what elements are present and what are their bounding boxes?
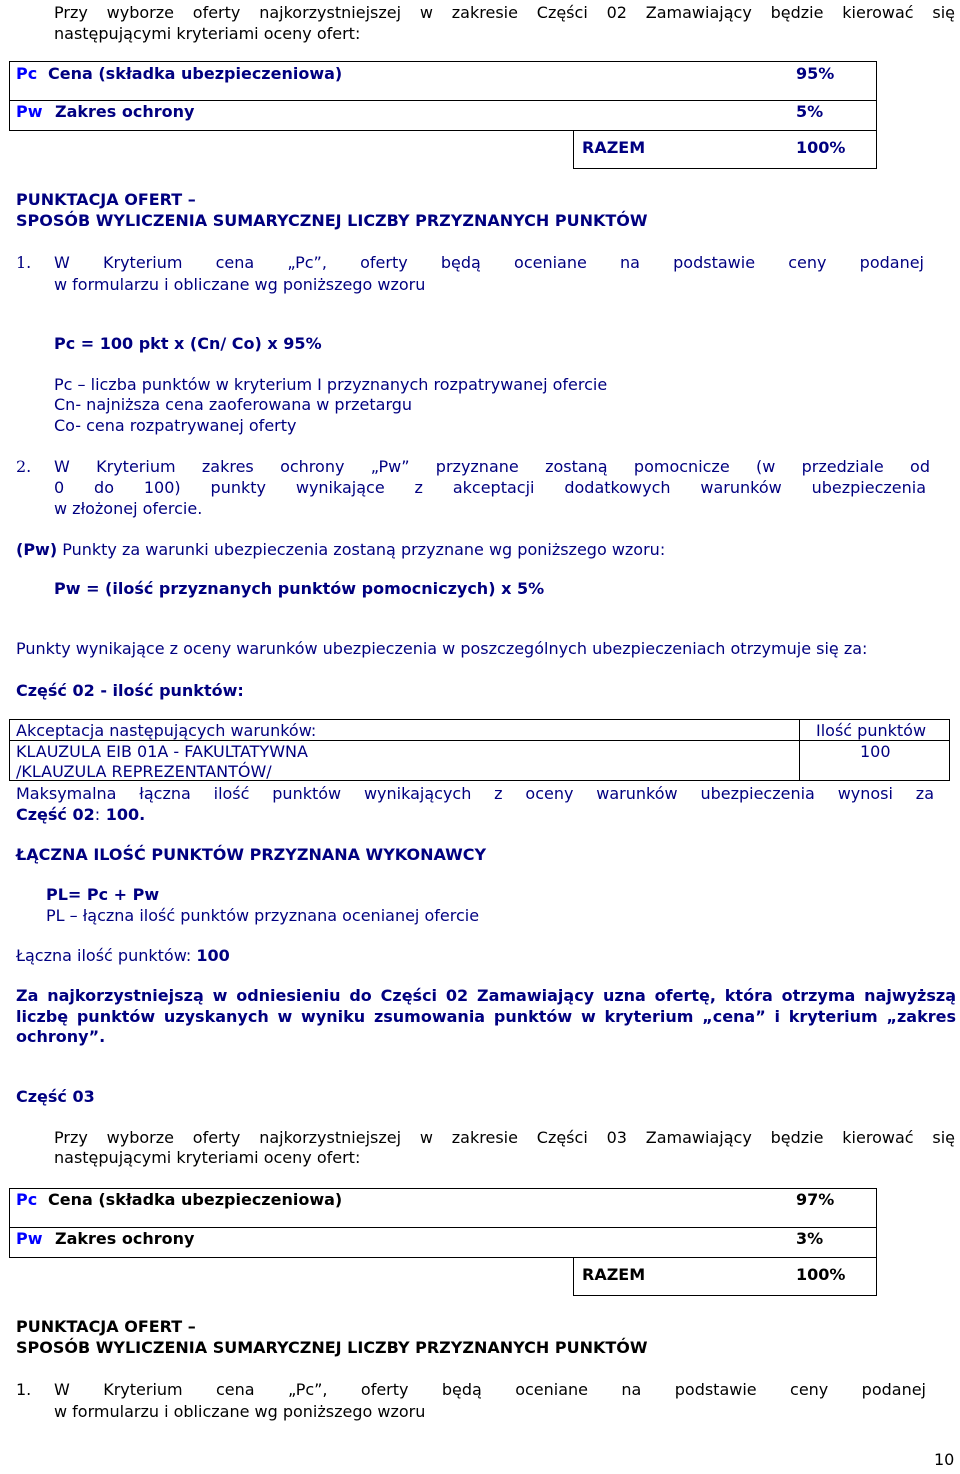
intro-02-line2: następującymi kryteriami oceny ofert: bbox=[54, 24, 361, 43]
item-2-line3: w złożonej ofercie. bbox=[54, 499, 203, 518]
legend-pc-line3: Co- cena rozpatrywanej oferty bbox=[54, 416, 297, 435]
scoring-heading-02-line1: PUNKTACJA OFERT – bbox=[16, 190, 196, 209]
criteria-03-pw-code: Pw bbox=[16, 1229, 43, 1248]
item-1-03-number: 1. bbox=[16, 1380, 32, 1399]
legend-pc-line2: Cn- najniższa cena zaoferowana w przetargu bbox=[54, 395, 413, 414]
points-intro: Punkty wynikające z oceny warunków ubezpieczenia w poszczególnych ubezpieczeniach otrzymuje się za: bbox=[16, 639, 868, 658]
item-1-line1: W Kryterium cena „Pc”, oferty będą oceniane na podstawie ceny podanej bbox=[54, 253, 924, 272]
criteria-03-pc-label: Cena (składka ubezpieczeniowa) bbox=[48, 1190, 343, 1209]
item-1-line2: w formularzu i obliczane wg poniższego wzoru bbox=[54, 275, 426, 294]
scoring-heading-03-line2: SPOSÓB WYLICZENIA SUMARYCZNEJ LICZBY PRZYZNANYCH PUNKTÓW bbox=[16, 1338, 648, 1357]
criteria-total-label: RAZEM bbox=[582, 138, 646, 157]
formula-pw: Pw = (ilość przyznanych punktów pomocniczych) x 5% bbox=[54, 579, 545, 598]
total-points-value: 100 bbox=[196, 946, 230, 965]
item-2-number: 2. bbox=[16, 457, 32, 476]
criteria-03-total-value: 100% bbox=[796, 1265, 846, 1284]
item-1-03-line1: W Kryterium cena „Pc”, oferty będą oceniane na podstawie ceny podanej bbox=[54, 1380, 926, 1399]
page-number: 10 bbox=[934, 1450, 955, 1469]
criteria-total-value: 100% bbox=[796, 138, 846, 157]
item-2-line2: 0 do 100) punkty wynikające z akceptacji dodatkowych warunków ubezpieczenia bbox=[54, 478, 926, 497]
pw-intro bbox=[16, 540, 665, 559]
criteria-pc-value: 95% bbox=[796, 64, 835, 83]
scoring-heading-02-line2: SPOSÓB WYLICZENIA SUMARYCZNEJ LICZBY PRZYZNANYCH PUNKTÓW bbox=[16, 211, 648, 230]
points-header-conditions: Akceptacja następujących warunków: bbox=[16, 721, 317, 740]
pl-legend: PL – łączna ilość punktów przyznana ocenianej ofercie bbox=[46, 906, 480, 925]
pw-intro-code: (Pw) bbox=[16, 540, 58, 559]
criteria-03-pc-value: 97% bbox=[796, 1190, 835, 1209]
criteria-pw-value: 5% bbox=[796, 102, 824, 121]
criteria-03-pw-value: 3% bbox=[796, 1229, 824, 1248]
intro-02-line1: Przy wyborze oferty najkorzystniejszej w zakresie Części 02 Zamawiający będzie kierować się bbox=[54, 3, 955, 22]
part-03-title: Część 03 bbox=[16, 1087, 95, 1106]
conclusion-line1: Za najkorzystniejszą w odniesieniu do Części 02 Zamawiający uzna ofertę, która otrzyma najwyższą bbox=[16, 986, 956, 1005]
intro-03-line1: Przy wyborze oferty najkorzystniejszej w zakresie Części 03 Zamawiający będzie kierować się bbox=[54, 1128, 955, 1147]
scoring-heading-03-line1: PUNKTACJA OFERT – bbox=[16, 1317, 196, 1336]
criteria-pc-code: Pc bbox=[16, 64, 38, 83]
criteria-03-total-label: RAZEM bbox=[582, 1265, 646, 1284]
criteria-03-pc-code: Pc bbox=[16, 1190, 38, 1209]
criteria-pw-code: Pw bbox=[16, 102, 43, 121]
part-02-points-heading: Część 02 - ilość punktów: bbox=[16, 681, 244, 700]
criteria-pc-label: Cena (składka ubezpieczeniowa) bbox=[48, 64, 343, 83]
max-points-value: 100. bbox=[100, 805, 146, 824]
item-1-number: 1. bbox=[16, 253, 32, 272]
pw-intro-text: Punkty za warunki ubezpieczenia zostaną przyznane wg poniższego wzoru: bbox=[57, 540, 666, 559]
max-points-colon: : bbox=[94, 805, 101, 824]
conclusion-line3: ochrony”. bbox=[16, 1027, 106, 1046]
max-points-line1: Maksymalna łączna ilość punktów wynikających z oceny warunków ubezpieczenia wynosi za bbox=[16, 784, 934, 803]
criteria-03-pw-label: Zakres ochrony bbox=[55, 1229, 195, 1248]
formula-pc: Pc = 100 pkt x (Cn/ Co) x 95% bbox=[54, 334, 322, 353]
legend-pc-line1: Pc – liczba punktów w kryterium I przyznanych rozpatrywanej ofercie bbox=[54, 375, 608, 394]
max-points-part: Część 02 bbox=[16, 805, 95, 824]
points-header-count: Ilość punktów bbox=[816, 721, 927, 740]
intro-03-line2: następującymi kryteriami oceny ofert: bbox=[54, 1148, 361, 1167]
points-row-clause-line1: KLAUZULA EIB 01A - FAKULTATYWNA bbox=[16, 742, 308, 761]
item-1-03-line2: w formularzu i obliczane wg poniższego wzoru bbox=[54, 1402, 426, 1421]
total-points bbox=[16, 946, 230, 965]
points-row-value: 100 bbox=[860, 742, 891, 761]
item-2-line1: W Kryterium zakres ochrony „Pw” przyznane zostaną pomocnicze (w przedziale od bbox=[54, 457, 930, 476]
total-points-heading: ŁĄCZNA ILOŚĆ PUNKTÓW PRZYZNANA WYKONAWCY bbox=[16, 845, 487, 864]
points-row-clause-line2: /KLAUZULA REPREZENTANTÓW/ bbox=[16, 762, 272, 781]
pl-formula: PL= Pc + Pw bbox=[46, 885, 160, 904]
max-points-line2 bbox=[16, 805, 145, 824]
total-points-label: Łączna ilość punktów: bbox=[16, 946, 197, 965]
criteria-pw-label: Zakres ochrony bbox=[55, 102, 195, 121]
conclusion-line2: liczbę punktów uzyskanych w wyniku zsumowania punktów w kryterium „cena” i kryterium „zakres bbox=[16, 1007, 956, 1026]
